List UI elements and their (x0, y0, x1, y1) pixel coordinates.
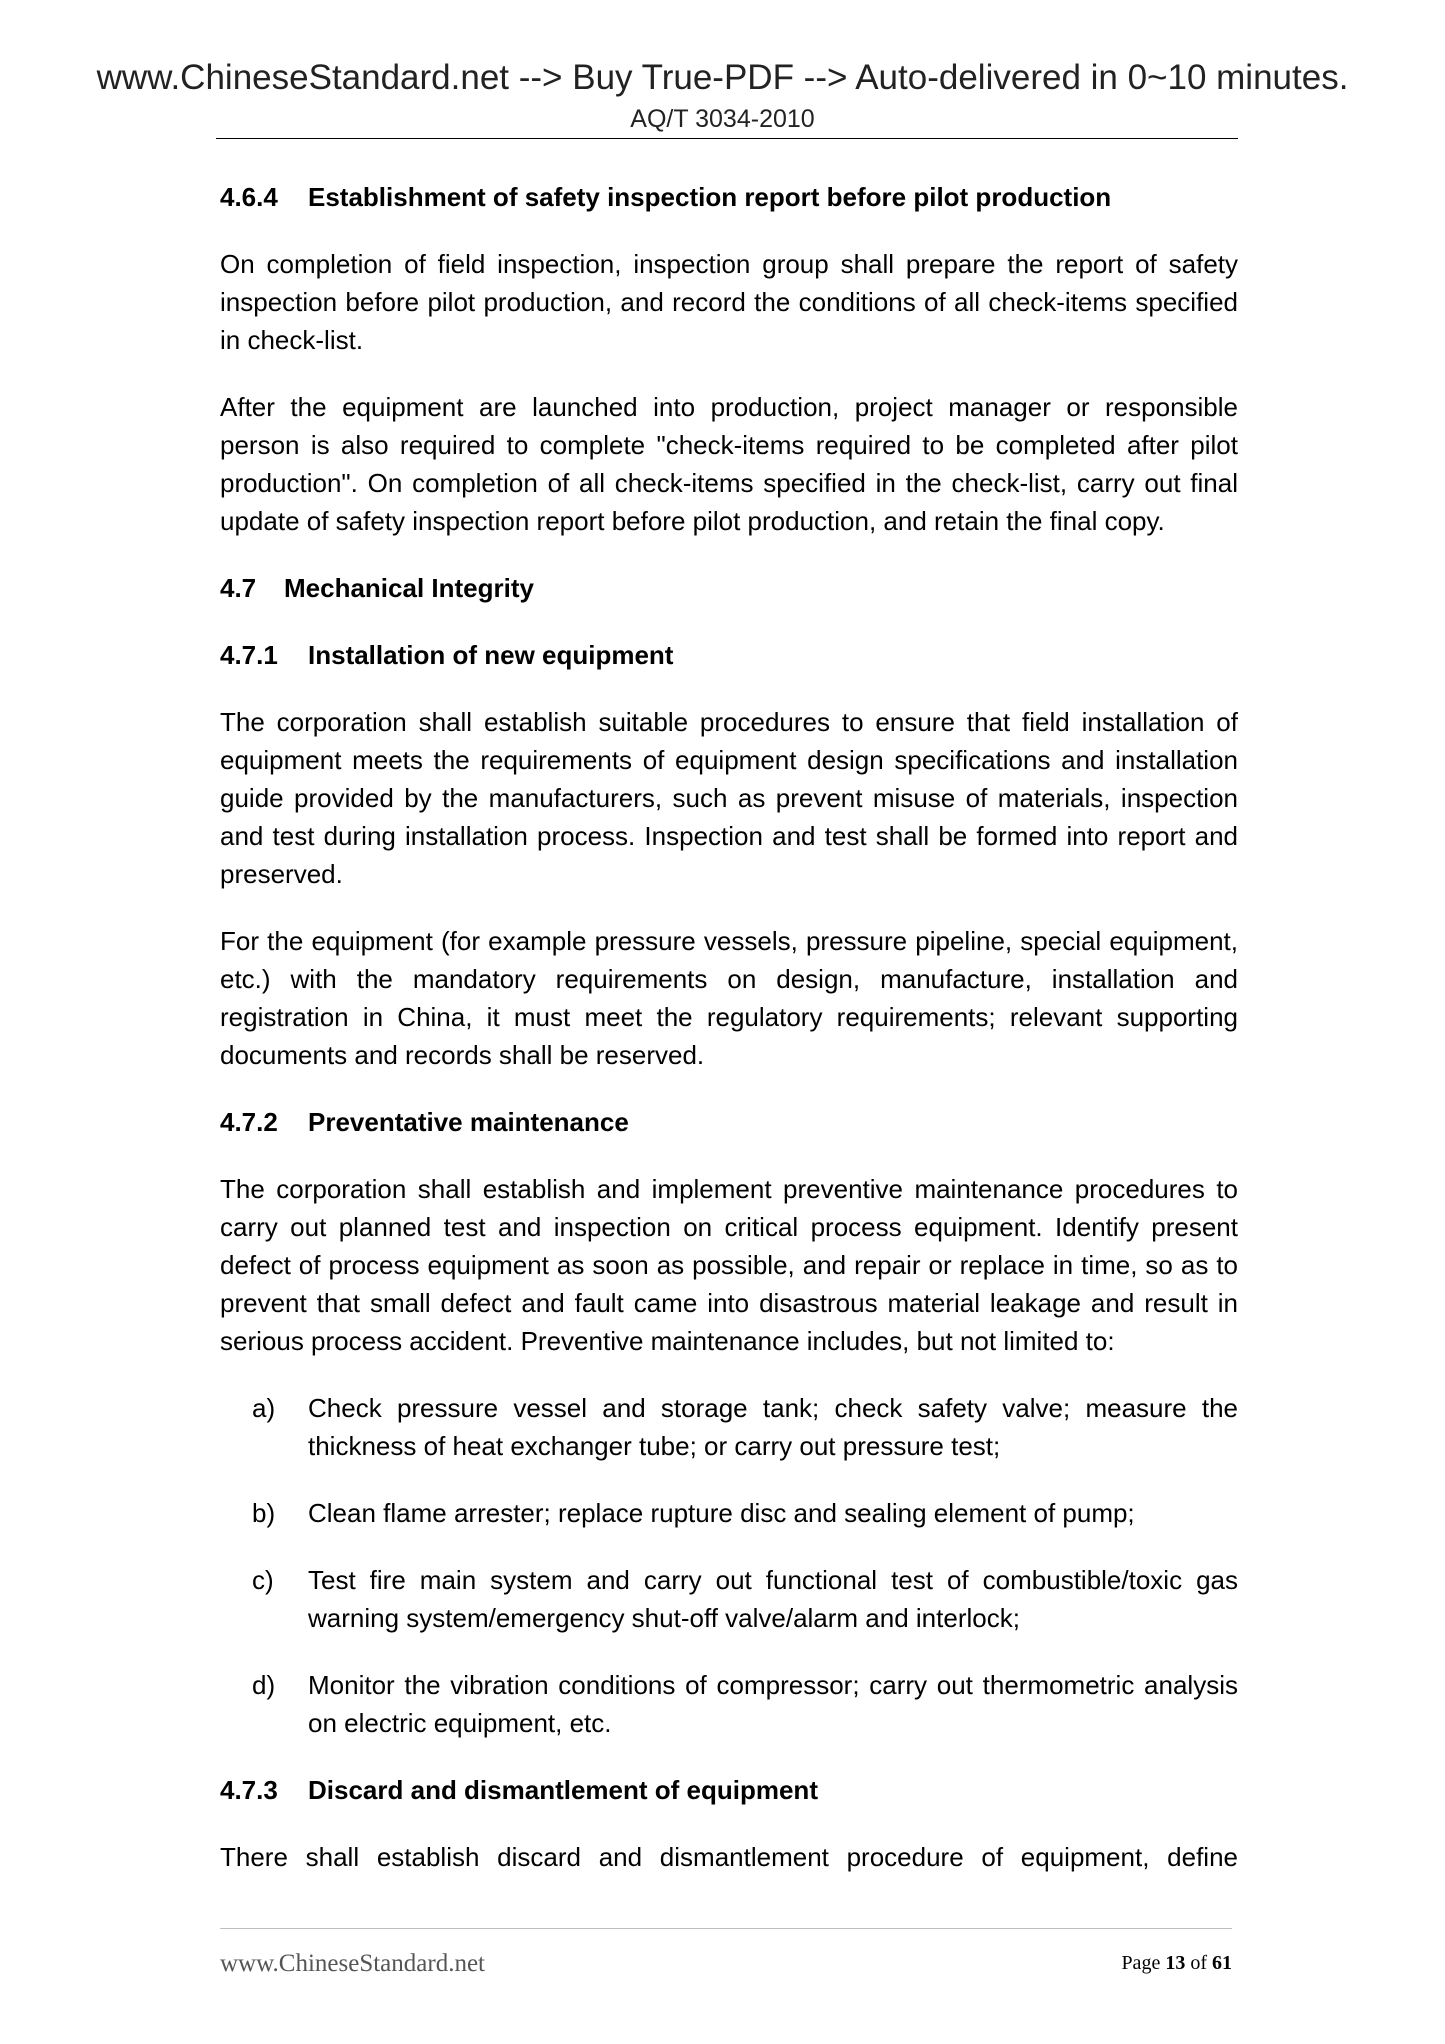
paragraph: For the equipment (for example pressure vessels, pressure pipeline, special equipment, etc.) with the mandatory requirements on design, manufacture, installation and registration in China, it must meet the regulatory requirements; relevant supporting documents and records shall be reserved. (220, 926, 1238, 1070)
document-body (220, 178, 1238, 1876)
section-number: 4.6.4 (220, 182, 278, 212)
paragraph: On completion of field inspection, inspection group shall prepare the report of safety inspection before pilot production, and record the conditions of all check-items specified in check-list. (220, 249, 1238, 355)
section-heading-4-7-2 (220, 1103, 1238, 1141)
list-marker: c) (252, 1565, 274, 1595)
page-label: Page (1121, 1952, 1161, 1974)
list-marker: d) (252, 1670, 276, 1700)
section-number: 4.7.1 (220, 640, 278, 670)
list-text: Check pressure vessel and storage tank; check safety valve; measure the thickness of heat exchanger tube; or carry out pressure test; (308, 1393, 1238, 1461)
list-text: Test fire main system and carry out functional test of combustible/toxic gas warning system/emergency shut-off valve/alarm and interlock; (308, 1565, 1238, 1633)
list-item (252, 1561, 1238, 1637)
page-indicator (1121, 1952, 1232, 1975)
section-heading-4-6-4 (220, 178, 1238, 216)
section-number: 4.7 (220, 573, 257, 603)
list-marker: a) (252, 1393, 276, 1423)
section-title: Preventative maintenance (308, 1107, 629, 1137)
footer-rule (220, 1928, 1232, 1929)
list-text: Monitor the vibration conditions of compressor; carry out thermometric analysis on electric equipment, etc. (308, 1670, 1238, 1738)
list-item (252, 1389, 1238, 1465)
list-text: Clean flame arrester; replace rupture disc and sealing element of pump; (308, 1498, 1135, 1528)
section-heading-4-7-1 (220, 636, 1238, 674)
paragraph: The corporation shall establish suitable procedures to ensure that field installation of equipment meets the requirements of equipment design specifications and installation guide provided by the manufacturers, such as prevent misuse of materials, inspection and test during installation process. Inspection and test shall be formed into report and preserved. (220, 707, 1238, 889)
header-banner[interactable]: www.ChineseStandard.net --> Buy True-PDF --> Auto-delivered in 0~10 minutes. (96, 58, 1349, 97)
section-title: Discard and dismantlement of equipment (308, 1775, 818, 1805)
section-heading-4-7-3 (220, 1771, 1238, 1809)
page-current: 13 (1165, 1952, 1186, 1974)
section-heading-4-7 (220, 569, 1238, 607)
list-item (252, 1494, 1238, 1532)
list-item (252, 1666, 1238, 1742)
standard-code: AQ/T 3034-2010 (630, 105, 815, 133)
section-title: Establishment of safety inspection report before pilot production (308, 182, 1112, 212)
footer-site-link[interactable]: www.ChineseStandard.net (220, 1950, 485, 1977)
header-rule (216, 138, 1238, 139)
section-number: 4.7.2 (220, 1107, 278, 1137)
list-marker: b) (252, 1498, 276, 1528)
paragraph: There shall establish discard and dismantlement procedure of equipment, define (220, 1842, 1238, 1872)
page-of: of (1190, 1952, 1207, 1974)
paragraph: The corporation shall establish and implement preventive maintenance procedures to carry out planned test and inspection on critical process equipment. Identify present defect of process equipment as soon as possible, and repair or replace in time, so as to prevent that small defect and fault came into disastrous material leakage and result in serious process accident. Preventive maintenance includes, but not limited to: (220, 1174, 1238, 1356)
paragraph: After the equipment are launched into production, project manager or responsible person is also required to complete "check-items required to be completed after pilot production". On completion of all check-items specified in the check-list, carry out final update of safety inspection report before pilot production, and retain the final copy. (220, 392, 1238, 536)
section-title: Installation of new equipment (308, 640, 674, 670)
page-total: 61 (1212, 1952, 1232, 1974)
section-title: Mechanical Integrity (284, 573, 534, 603)
section-number: 4.7.3 (220, 1775, 278, 1805)
